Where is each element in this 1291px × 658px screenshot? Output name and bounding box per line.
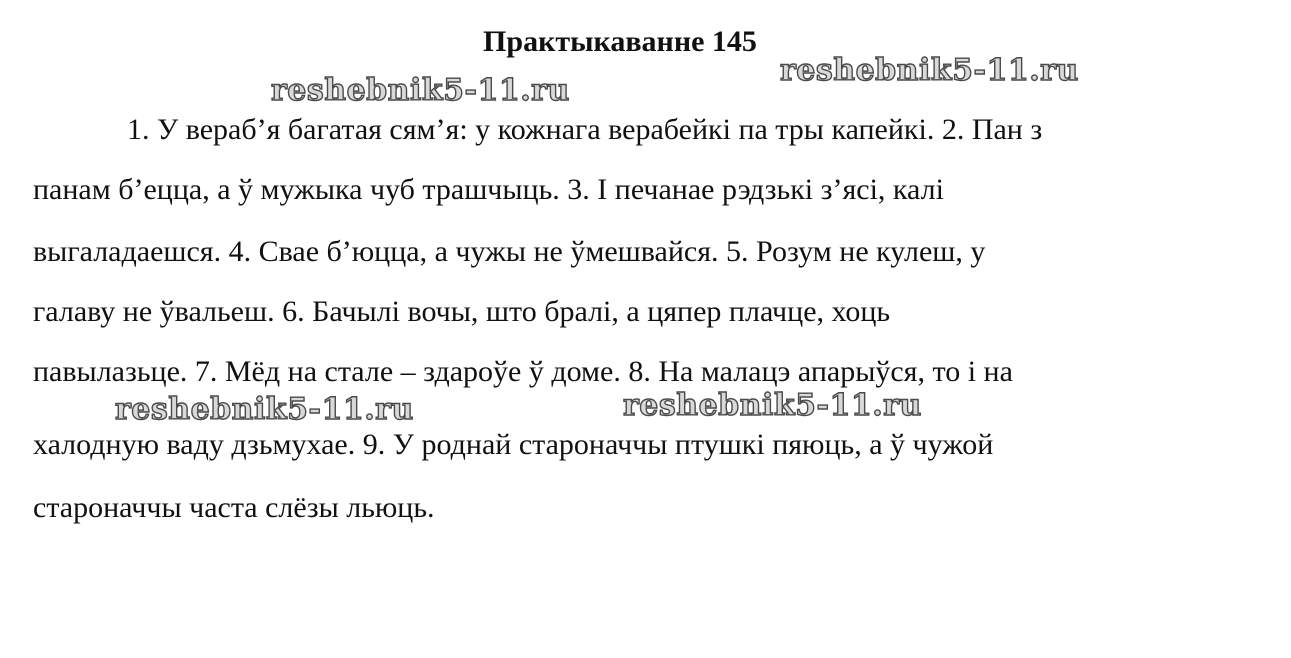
text-line: павылазьце. 7. Мёд на стале – здароўе ў доме. 8. На малацэ апарыўся, то і на bbox=[33, 355, 1013, 388]
watermark: reshebnik5-11.ru bbox=[780, 53, 1079, 88]
page-title: Практыкаванне 145 bbox=[483, 25, 757, 58]
watermark: reshebnik5-11.ru bbox=[623, 388, 922, 423]
watermark: reshebnik5-11.ru bbox=[115, 392, 414, 427]
text-line: галаву не ўвальеш. 6. Бачылі вочы, што бралі, а цяпер плачце, хоць bbox=[33, 295, 891, 328]
text-line: панам б’ецца, а ў мужыка чуб трашчыць. 3. І печанае рэдзькі з’ясі, калі bbox=[33, 173, 944, 206]
text-line: выгаладаешся. 4. Свае б’юцца, а чужы не ўмешвайся. 5. Розум не кулеш, у bbox=[33, 235, 986, 268]
text-line: староначчы часта слёзы льюць. bbox=[33, 491, 435, 524]
watermark: reshebnik5-11.ru bbox=[271, 73, 570, 108]
text-line: халодную ваду дзьмухае. 9. У роднай староначчы птушкі пяюць, а ў чужой bbox=[33, 428, 994, 461]
text-line: 1. У вераб’я багатая сям’я: у кожнага верабейкі па тры капейкі. 2. Пан з bbox=[127, 113, 1043, 146]
